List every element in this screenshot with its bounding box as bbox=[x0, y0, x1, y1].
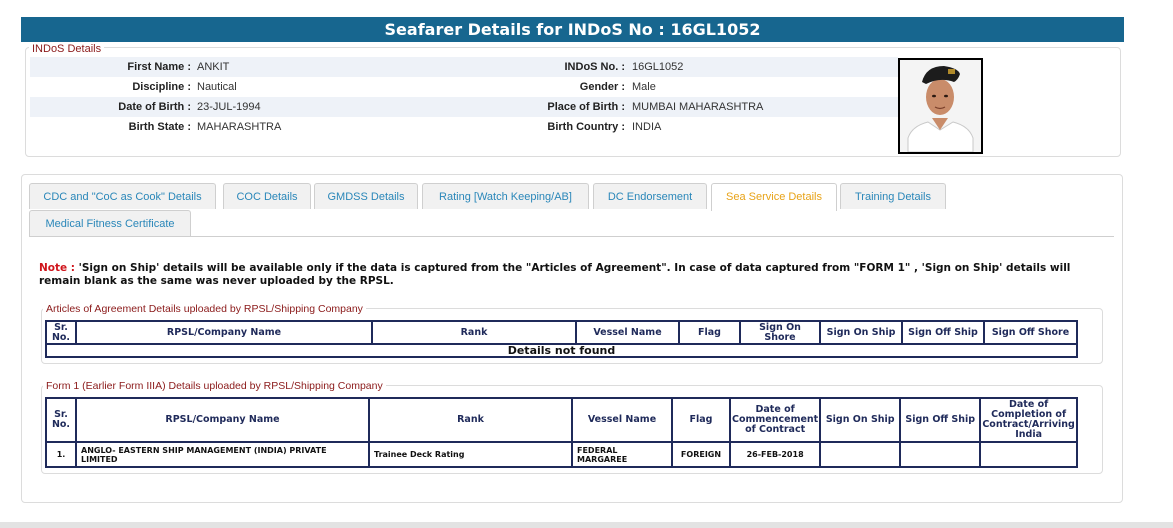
detail-row bbox=[30, 77, 898, 97]
tab-divider bbox=[29, 236, 1114, 237]
note-label: Note : bbox=[39, 262, 75, 274]
col-rank: Rank bbox=[369, 398, 572, 442]
gender-label: Gender : bbox=[579, 81, 625, 93]
col-sign-off-ship: Sign Off Ship bbox=[902, 321, 984, 344]
row-sign-on-ship bbox=[820, 442, 900, 467]
indos-no-label: INDoS No. : bbox=[564, 61, 625, 73]
tab-training[interactable]: Training Details bbox=[840, 183, 946, 209]
row-sr-no: 1. bbox=[46, 442, 76, 467]
col-vessel: Vessel Name bbox=[576, 321, 679, 344]
articles-legend: Articles of Agreement Details uploaded by RPSL/Shipping Company bbox=[43, 303, 366, 315]
tab-gmdss[interactable]: GMDSS Details bbox=[314, 183, 418, 209]
indos-no-value: 16GL1052 bbox=[632, 61, 684, 73]
row-company: ANGLO- EASTERN SHIP MANAGEMENT (INDIA) PRIVATE LIMITED bbox=[76, 442, 369, 467]
col-flag: Flag bbox=[679, 321, 740, 344]
col-rank: Rank bbox=[372, 321, 576, 344]
discipline-label: Discipline : bbox=[132, 81, 191, 93]
tab-coc[interactable]: COC Details bbox=[223, 183, 311, 209]
dob-label: Date of Birth : bbox=[118, 101, 191, 113]
form1-legend: Form 1 (Earlier Form IIIA) Details uploaded by RPSL/Shipping Company bbox=[43, 380, 386, 392]
col-company: RPSL/Company Name bbox=[76, 398, 369, 442]
gender-value: Male bbox=[632, 81, 656, 93]
col-sign-on-ship: Sign On Ship bbox=[820, 398, 900, 442]
person-photo-icon bbox=[900, 60, 981, 152]
row-flag: FOREIGN bbox=[672, 442, 730, 467]
col-sign-off-shore: Sign Off Shore bbox=[984, 321, 1077, 344]
detail-row bbox=[30, 117, 898, 137]
detail-row bbox=[30, 97, 898, 117]
row-rank: Trainee Deck Rating bbox=[369, 442, 572, 467]
indos-legend: INDoS Details bbox=[29, 43, 104, 55]
tab-sea-service[interactable]: Sea Service Details bbox=[711, 183, 837, 211]
form1-table bbox=[45, 397, 1078, 468]
birth-country-value: INDIA bbox=[632, 121, 662, 133]
row-sign-off-ship bbox=[900, 442, 980, 467]
row-commencement: 26-FEB-2018 bbox=[730, 442, 820, 467]
horizontal-scrollbar[interactable] bbox=[0, 522, 1173, 528]
tab-cdc[interactable]: CDC and "CoC as Cook" Details bbox=[29, 183, 216, 209]
col-sign-off-ship: Sign Off Ship bbox=[900, 398, 980, 442]
col-sign-on-shore: Sign On Shore bbox=[740, 321, 820, 344]
details-not-found: Details not found bbox=[46, 344, 1077, 357]
place-of-birth-label: Place of Birth : bbox=[547, 101, 625, 113]
seafarer-photo bbox=[898, 58, 983, 154]
discipline-value: Nautical bbox=[197, 81, 237, 93]
birth-state-value: MAHARASHTRA bbox=[197, 121, 282, 133]
col-company: RPSL/Company Name bbox=[76, 321, 372, 344]
page-title: Seafarer Details for INDoS No : 16GL1052 bbox=[21, 17, 1124, 42]
first-name-value: ANKIT bbox=[197, 61, 230, 73]
place-of-birth-value: MUMBAI MAHARASHTRA bbox=[632, 101, 764, 113]
sea-service-note bbox=[39, 262, 1089, 288]
tab-rating[interactable]: Rating [Watch Keeping/AB] bbox=[422, 183, 589, 209]
form1-section bbox=[41, 380, 1103, 474]
col-sr-no: Sr. No. bbox=[46, 398, 76, 442]
articles-section bbox=[41, 303, 1103, 364]
col-vessel: Vessel Name bbox=[572, 398, 672, 442]
table-row bbox=[46, 442, 1077, 467]
indos-details-section bbox=[25, 43, 1121, 157]
col-flag: Flag bbox=[672, 398, 730, 442]
col-commencement: Date of Commencement of Contract bbox=[730, 398, 820, 442]
note-text: 'Sign on Ship' details will be available only if the data is captured from the "Articles of Agreement". In case of data captured from "FORM 1" , 'Sign on Ship' details will remain blank as the same was never uploaded by the RPSL. bbox=[39, 262, 1071, 287]
col-sign-on-ship: Sign On Ship bbox=[820, 321, 902, 344]
dob-value: 23-JUL-1994 bbox=[197, 101, 261, 113]
row-vessel: FEDERAL MARGAREE bbox=[572, 442, 672, 467]
row-completion bbox=[980, 442, 1077, 467]
tab-medical-fitness[interactable]: Medical Fitness Certificate bbox=[29, 210, 191, 236]
birth-state-label: Birth State : bbox=[128, 121, 191, 133]
tab-dc-endorsement[interactable]: DC Endorsement bbox=[593, 183, 707, 209]
detail-row bbox=[30, 57, 898, 77]
details-panel bbox=[21, 174, 1123, 503]
col-completion: Date of Completion of Contract/Arriving India bbox=[980, 398, 1077, 442]
articles-table bbox=[45, 320, 1078, 358]
first-name-label: First Name : bbox=[127, 61, 191, 73]
col-sr-no: Sr. No. bbox=[46, 321, 76, 344]
birth-country-label: Birth Country : bbox=[547, 121, 625, 133]
